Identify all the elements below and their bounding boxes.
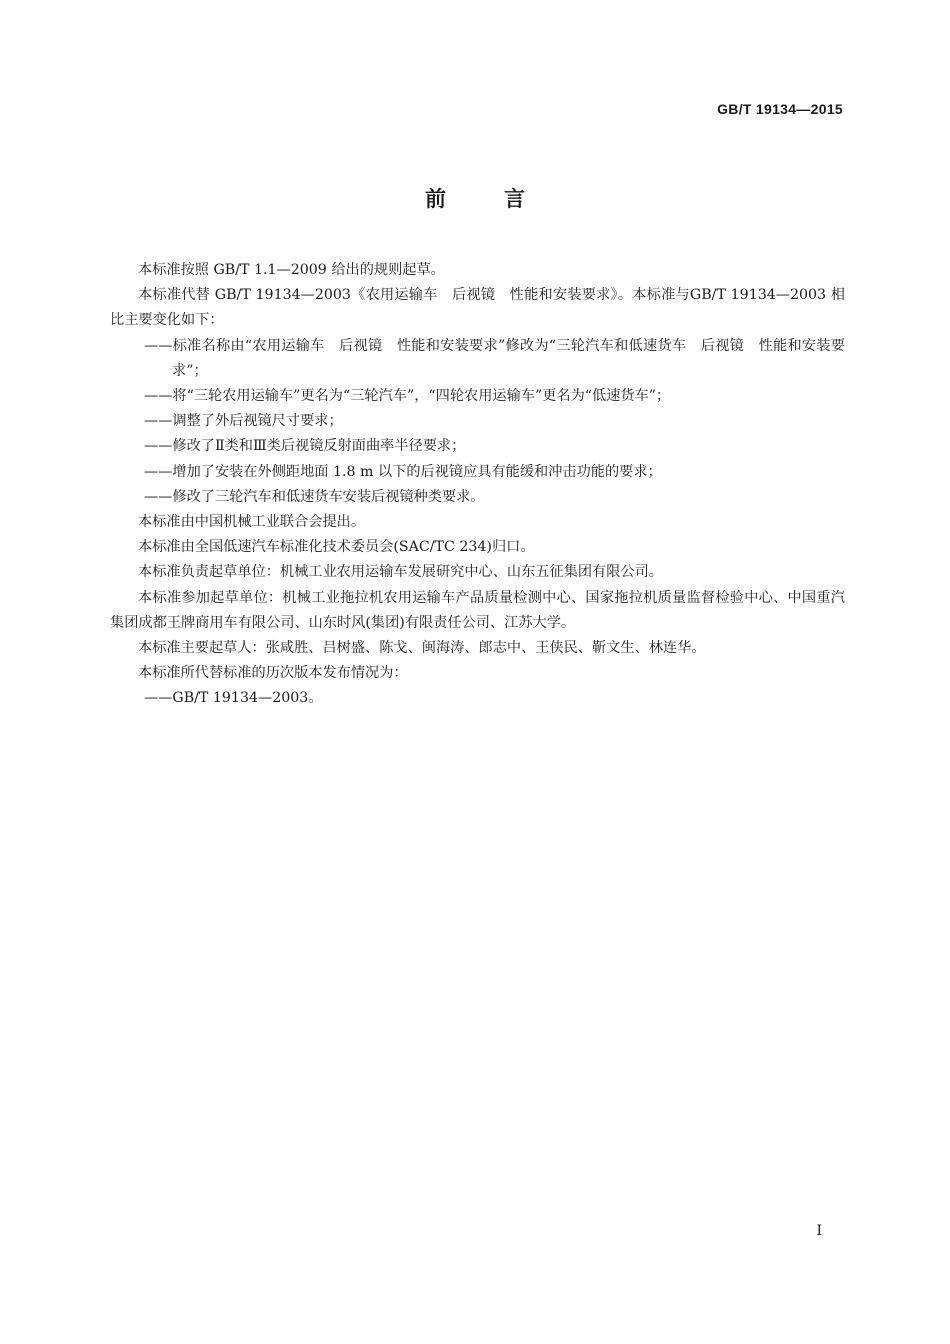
change-item-size: ——调整了外后视镜尺寸要求；: [144, 413, 343, 430]
change-item-name: ——标准名称由“农用运输车 后视镜 性能和安装要求”修改为“三轮汽车和低速货车 后视镜 性能和安装要求”；: [144, 337, 845, 379]
paragraph-drafting-rules: 本标准按照 GB/T 1.1—2009 给出的规则起草。: [138, 262, 445, 278]
paragraph-under-jurisdiction: 本标准由全国低速汽车标准化技术委员会(SAC/TC 234)归口。: [138, 539, 535, 556]
paragraph-participating-drafters: 本标准参加起草单位：机械工业拖拉机农用运输车产品质量检测中心、国家拖拉机质量监督检验中心、中国重汽集团成都王牌商用车有限公司、山东时风(集团)有限责任公司、江苏大学。: [110, 589, 845, 631]
previous-edition-item: ——GB/T 19134—2003。: [144, 690, 323, 707]
paragraph-responsible-drafters: 本标准负责起草单位：机械工业农用运输车发展研究中心、山东五征集团有限公司。: [138, 564, 663, 581]
change-item-impact: ——增加了安装在外侧距地面 1.8 m 以下的后视镜应具有能缓和冲击功能的要求；: [144, 463, 662, 480]
page-title: 前言: [425, 187, 583, 211]
paragraph-proposed-by: 本标准由中国机械工业联合会提出。: [138, 514, 366, 531]
change-item-rename: ——将“三轮农用运输车”更名为“三轮汽车”，“四轮农用运输车”更名为“低速货车”；: [144, 388, 671, 405]
foreword-body: [110, 258, 845, 712]
paragraph-replacement: 本标准代替 GB/T 19134—2003《农用运输车 后视镜 性能和安装要求》。本标准与GB/T 19134—2003 相比主要变化如下：: [110, 287, 845, 329]
change-item-types: ——修改了三轮汽车和低速货车安装后视镜种类要求。: [144, 488, 485, 505]
standard-code: GB/T 19134—2015: [717, 101, 843, 117]
page-number: I: [816, 1223, 822, 1239]
change-item-curvature: ——修改了Ⅱ类和Ⅲ类后视镜反射面曲率半径要求；: [144, 438, 466, 455]
paragraph-main-drafters: 本标准主要起草人：张咸胜、吕树盛、陈戈、闽海涛、郎志中、王侠民、靳文生、林连华。: [138, 640, 706, 657]
paragraph-previous-editions: 本标准所代替标准的历次版本发布情况为：: [138, 665, 408, 682]
